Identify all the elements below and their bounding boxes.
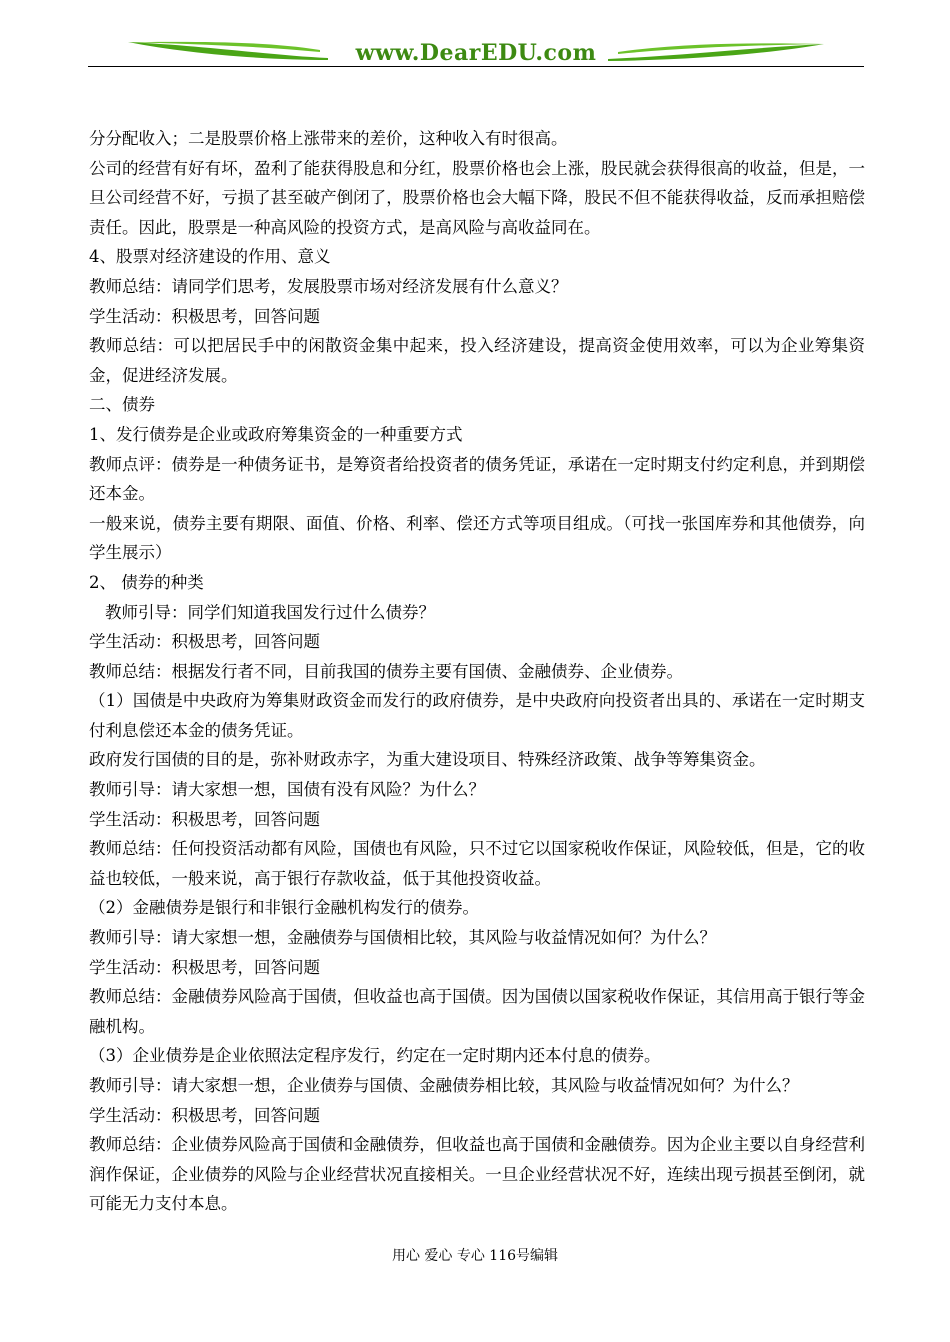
page-footer: 用心 爱心 专心 116号编辑 — [391, 1248, 559, 1264]
paragraph: 教师点评：债券是一种债务证书，是筹资者给投资者的债务凭证，承诺在一定时期支付约定利息，并到期偿还本金。 — [89, 454, 865, 504]
paragraph: 教师总结：请同学们思考，发展股票市场对经济发展有什么意义？ — [89, 276, 568, 296]
paragraph: （1）国债是中央政府为筹集财政资金而发行的政府债券，是中央政府向投资者出具的、承诺在一定时期支付利息偿还本金的债务凭证。 — [89, 691, 865, 740]
paragraph: 教师总结：企业债券风险高于国债和金融债券，但收益也高于国债和金融债券。因为企业主要以自身经营利润作保证，企业债券的风险与企业经营状况直接相关。一旦企业经营状况不好，连续出现亏损甚至倒闭，就可能无力支付本息。 — [89, 1135, 865, 1214]
paragraph: 教师引导：请大家想一想，企业债券与国债、金融债券相比较，其风险与收益情况如何？为什么？ — [89, 1076, 799, 1095]
paragraph: 政府发行国债的目的是，弥补财政赤字，为重大建设项目、特殊经济政策、战争等筹集资金。 — [89, 750, 766, 770]
paragraph: 教师引导：同学们知道我国发行过什么债券？ — [105, 602, 435, 622]
paragraph: （2）金融债券是银行和非银行金融机构发行的债券。 — [89, 898, 479, 918]
paragraph: 学生活动：积极思考，回答问题 — [89, 809, 320, 829]
paragraph: 分分配收入；二是股票价格上涨带来的差价，这种收入有时很高。 — [89, 129, 568, 148]
header-divider — [88, 66, 864, 67]
site-logo-text: www.DearEDU.com — [355, 40, 597, 66]
paragraph: 学生活动：积极思考，回答问题 — [89, 1105, 320, 1125]
paragraph: 教师总结：任何投资活动都有风险，国债也有风险，只不过它以国家税收作保证，风险较低，但是，它的收益也较低，一般来说，高于银行存款收益，低于其他投资收益。 — [89, 839, 865, 888]
paragraph: （3）企业债券是企业依照法定程序发行，约定在一定时期内还本付息的债券。 — [89, 1046, 661, 1066]
section-heading: 4、股票对经济建设的作用、意义 — [89, 247, 331, 267]
document-body — [89, 124, 865, 1219]
paragraph: 教师引导：请大家想一想，金融债券与国债相比较，其风险与收益情况如何？为什么？ — [89, 928, 716, 948]
section-heading: 二、债券 — [89, 395, 155, 415]
paragraph: 学生活动：积极思考，回答问题 — [89, 632, 320, 652]
paragraph: 教师总结：根据发行者不同，目前我国的债券主要有国债、金融债券、企业债券。 — [89, 661, 683, 681]
section-heading: 2、 债券的种类 — [89, 572, 204, 592]
paragraph: 公司的经营有好有坏，盈利了能获得股息和分红，股票价格也会上涨，股民就会获得很高的收益，但是，一旦公司经营不好，亏损了甚至破产倒闭了，股票价格也会大幅下降，股民不但不能获得收益，反而承担赔偿责任。因此，股票是一种高风险的投资方式，是高风险与高收益同在。 — [89, 158, 865, 237]
paragraph: 学生活动：积极思考，回答问题 — [89, 957, 320, 977]
page-header — [88, 30, 864, 70]
paragraph: 教师引导：请大家想一想，国债有没有风险？为什么？ — [89, 780, 485, 800]
paragraph: 学生活动：积极思考，回答问题 — [89, 306, 320, 326]
paragraph: 教师总结：金融债券风险高于国债，但收益也高于国债。因为国债以国家税收作保证，其信用高于银行等金融机构。 — [89, 987, 865, 1036]
paragraph: 一般来说，债券主要有期限、面值、价格、利率、偿还方式等项目组成。（可找一张国库券和其他债券，向学生展示） — [89, 513, 865, 563]
paragraph: 教师总结：可以把居民手中的闲散资金集中起来，投入经济建设，提高资金使用效率，可以为企业筹集资金，促进经济发展。 — [89, 336, 865, 385]
section-heading: 1、发行债券是企业或政府筹集资金的一种重要方式 — [89, 424, 463, 444]
